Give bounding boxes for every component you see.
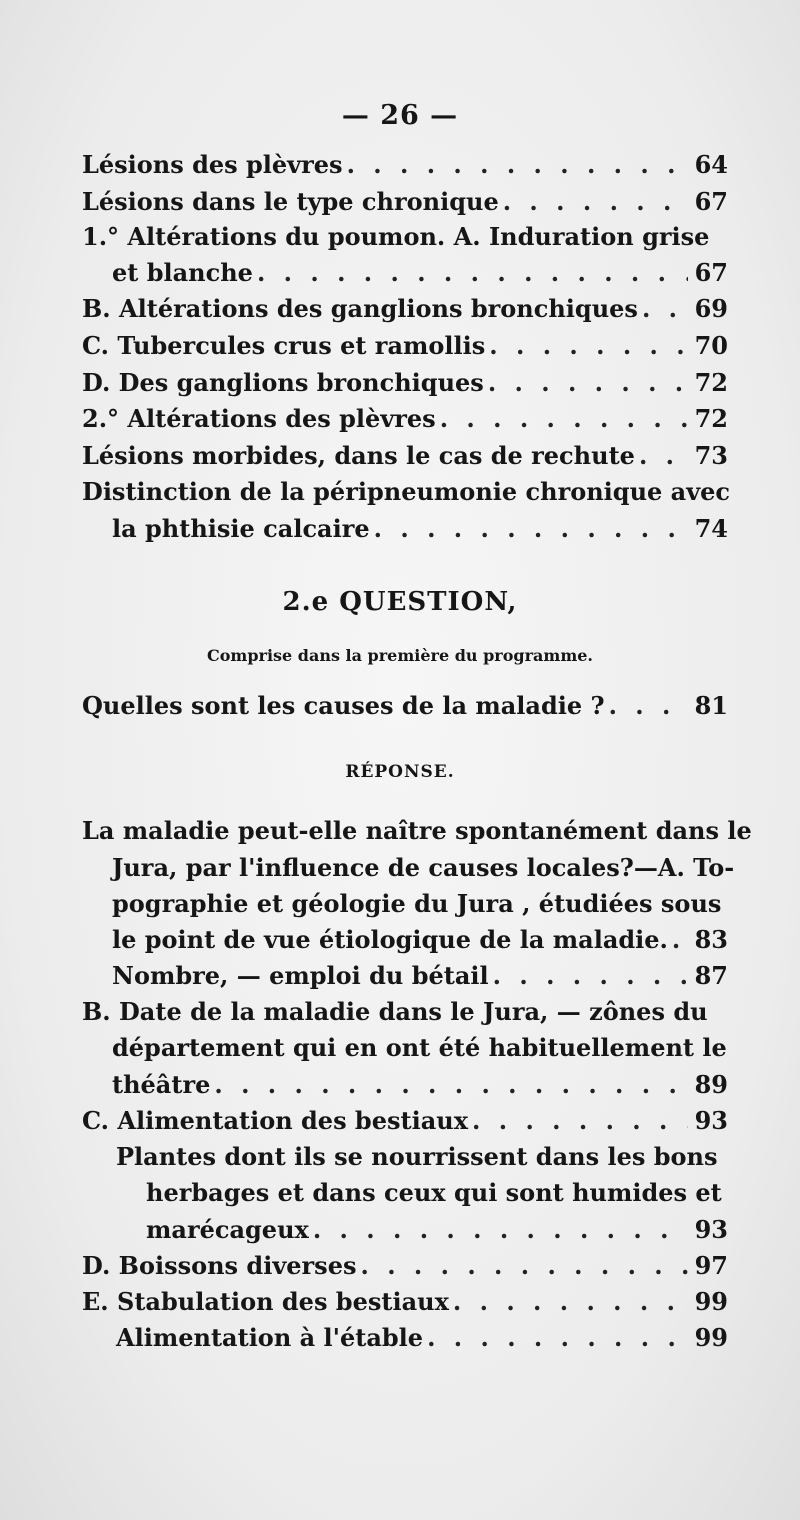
toc-entry-page: 73 <box>694 441 728 470</box>
toc-entry <box>82 331 728 371</box>
page-number: — 26 — <box>341 100 459 131</box>
toc-entry-text: Quelles sont les causes de la maladie ? <box>82 691 605 720</box>
toc-line: Jura, par l'influence de causes locales?—A. To- <box>112 853 735 882</box>
toc-entry-page: 87 <box>694 961 728 990</box>
leader-dots <box>484 368 688 397</box>
toc-entry-page: 74 <box>694 514 728 543</box>
toc-entry-text: le point de vue étiologique de la maladie. <box>112 925 668 954</box>
toc-entry-page: 72 <box>694 404 728 433</box>
leader-dots <box>309 1215 688 1244</box>
leader-dots <box>370 514 688 543</box>
toc-entry-text: théâtre <box>112 1070 211 1099</box>
toc-entry-text: marécageux <box>146 1215 309 1244</box>
toc-entry <box>82 150 728 190</box>
toc-entry <box>82 1287 728 1327</box>
toc-entry-page: 83 <box>694 925 728 954</box>
toc-entry-page: 69 <box>694 294 728 323</box>
toc-line: pographie et géologie du Jura , étudiées sous <box>112 889 722 918</box>
leader-dots <box>468 1106 688 1135</box>
toc-entry-page: 97 <box>694 1251 728 1280</box>
toc-line: département qui en ont été habituellement le <box>112 1033 727 1062</box>
toc-entry <box>82 441 728 481</box>
toc-entry <box>82 1106 728 1146</box>
toc-entry-text: E. Stabulation des bestiaux <box>82 1287 449 1316</box>
toc-entry <box>82 368 728 408</box>
toc-entry-text: et blanche <box>112 258 253 287</box>
toc-entry-text: B. Altérations des ganglions bronchiques <box>82 294 638 323</box>
toc-line: Distinction de la péripneumonie chronique avec <box>82 477 731 506</box>
toc-line: Plantes dont ils se nourrissent dans les bons <box>116 1142 718 1171</box>
toc-entry <box>82 404 728 444</box>
leader-dots <box>436 404 688 433</box>
leader-dots <box>605 691 688 720</box>
toc-entry <box>82 1251 728 1291</box>
leader-dots <box>638 294 688 323</box>
toc-entry-text: la phthisie calcaire <box>112 514 370 543</box>
toc-entry-text: C. Tubercules crus et ramollis <box>82 331 486 360</box>
leader-dots <box>499 187 688 216</box>
toc-entry-page: 99 <box>694 1287 728 1316</box>
toc-entry <box>112 258 728 298</box>
toc-entry-text: D. Boissons diverses <box>82 1251 357 1280</box>
toc-entry-page: 67 <box>694 258 728 287</box>
leader-dots <box>489 961 688 990</box>
toc-entry-page: 64 <box>694 150 728 179</box>
leader-dots <box>449 1287 688 1316</box>
toc-entry-page: 72 <box>694 368 728 397</box>
toc-entry-text: Lésions des plèvres <box>82 150 343 179</box>
toc-entry-text: Lésions morbides, dans le cas de rechute <box>82 441 635 470</box>
leader-dots <box>210 1070 688 1099</box>
toc-entry-text: Alimentation à l'étable <box>116 1323 424 1352</box>
toc-entry <box>82 187 728 227</box>
toc-entry-page: 93 <box>694 1215 728 1244</box>
response-title: RÉPONSE. <box>345 762 455 782</box>
toc-entry-page: 67 <box>694 187 728 216</box>
toc-entry-text: 2.° Altérations des plèvres <box>82 404 436 433</box>
leader-dots <box>356 1251 688 1280</box>
toc-line: 1.° Altérations du poumon. A. Induration grise <box>82 222 710 251</box>
leader-dots <box>423 1323 688 1352</box>
leader-dots <box>635 441 688 470</box>
toc-entry <box>146 1215 728 1255</box>
toc-entry-page: 93 <box>694 1106 728 1135</box>
section-title: 2.e QUESTION, <box>282 587 518 617</box>
leader-dots <box>343 150 688 179</box>
toc-entry-text: D. Des ganglions bronchiques <box>82 368 484 397</box>
toc-entry <box>82 294 728 334</box>
toc-entry <box>116 1323 728 1363</box>
toc-line: B. Date de la maladie dans le Jura, — zônes du <box>82 997 708 1026</box>
toc-line: La maladie peut-elle naître spontanément dans le <box>82 816 752 845</box>
toc-entry <box>112 961 728 1001</box>
toc-entry <box>112 925 728 965</box>
leader-dots <box>253 258 688 287</box>
toc-entry <box>112 514 728 554</box>
toc-entry-page: 70 <box>694 331 728 360</box>
toc-entry-text: Nombre, — emploi du bétail <box>112 961 489 990</box>
toc-entry <box>82 691 728 731</box>
leader-dots <box>668 925 688 954</box>
toc-entry-text: Lésions dans le type chronique <box>82 187 499 216</box>
toc-entry-text: C. Alimentation des bestiaux <box>82 1106 469 1135</box>
section-subtitle: Comprise dans la première du programme. <box>206 646 593 665</box>
leader-dots <box>485 331 688 360</box>
toc-entry-page: 81 <box>694 691 728 720</box>
toc-line: herbages et dans ceux qui sont humides et <box>146 1178 722 1207</box>
toc-entry-page: 89 <box>694 1070 728 1099</box>
toc-entry <box>112 1070 728 1110</box>
toc-entry-page: 99 <box>694 1323 728 1352</box>
